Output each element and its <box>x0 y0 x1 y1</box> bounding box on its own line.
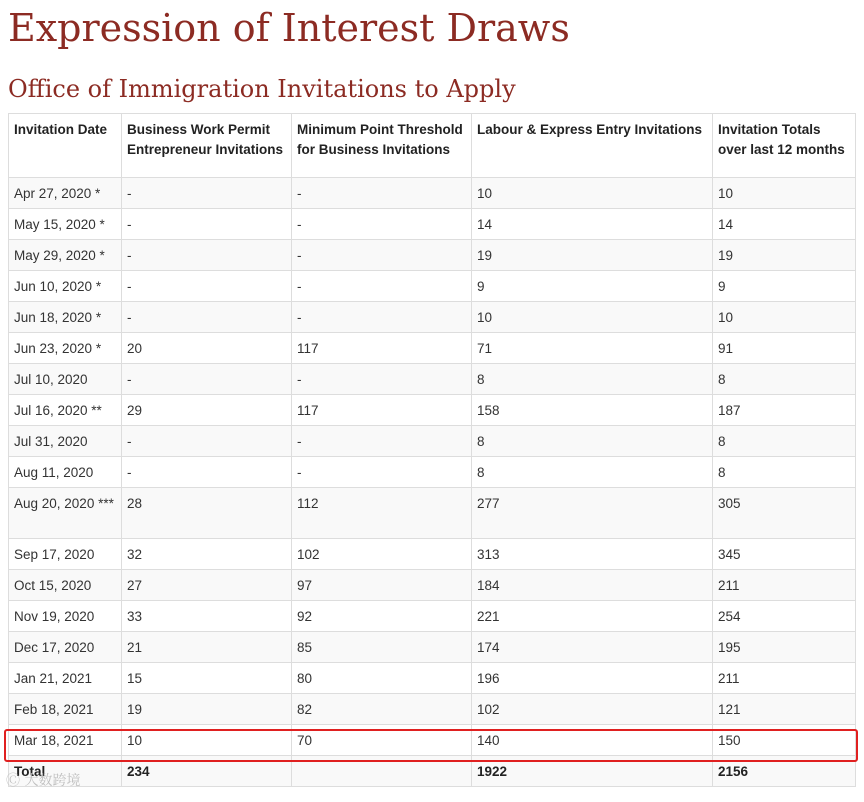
page-title: Expression of Interest Draws <box>8 6 570 50</box>
cell-totals: 211 <box>713 663 856 694</box>
cell-labour-express: 158 <box>472 395 713 426</box>
cell-date: Jun 23, 2020 * <box>9 333 122 364</box>
cell-totals: 10 <box>713 178 856 209</box>
table-row <box>9 632 856 663</box>
cell-business-invitations: - <box>122 209 292 240</box>
table-row <box>9 694 856 725</box>
cell-labour-express: 221 <box>472 601 713 632</box>
cell-min-points: - <box>292 426 472 457</box>
cell-min-points: 80 <box>292 663 472 694</box>
cell-date: Sep 17, 2020 <box>9 539 122 570</box>
total-min-points <box>292 756 472 787</box>
cell-date: Apr 27, 2020 * <box>9 178 122 209</box>
cell-date: Jul 31, 2020 <box>9 426 122 457</box>
header-invitation-date: Invitation Date <box>9 114 122 178</box>
cell-business-invitations: 32 <box>122 539 292 570</box>
cell-totals: 211 <box>713 570 856 601</box>
cell-labour-express: 71 <box>472 333 713 364</box>
watermark: Ⓒ 大数跨境 <box>6 773 81 789</box>
cell-totals: 8 <box>713 364 856 395</box>
cell-business-invitations: 27 <box>122 570 292 601</box>
cell-labour-express: 102 <box>472 694 713 725</box>
table-header-row <box>9 114 856 178</box>
cell-business-invitations: - <box>122 426 292 457</box>
table-row <box>9 240 856 271</box>
cell-min-points: - <box>292 457 472 488</box>
cell-labour-express: 8 <box>472 426 713 457</box>
cell-labour-express: 277 <box>472 488 713 539</box>
cell-min-points: - <box>292 209 472 240</box>
cell-labour-express: 313 <box>472 539 713 570</box>
table-row <box>9 457 856 488</box>
cell-min-points: - <box>292 178 472 209</box>
cell-totals: 8 <box>713 426 856 457</box>
cell-totals: 91 <box>713 333 856 364</box>
cell-business-invitations: 28 <box>122 488 292 539</box>
cell-business-invitations: 29 <box>122 395 292 426</box>
cell-date: Jul 16, 2020 ** <box>9 395 122 426</box>
total-date: Total <box>9 756 122 787</box>
cell-date: Aug 20, 2020 *** <box>9 488 122 539</box>
cell-min-points: - <box>292 364 472 395</box>
table-row <box>9 209 856 240</box>
cell-date: Dec 17, 2020 <box>9 632 122 663</box>
cell-date: May 15, 2020 * <box>9 209 122 240</box>
table-total-row <box>9 756 856 787</box>
cell-date: Jun 10, 2020 * <box>9 271 122 302</box>
cell-business-invitations: - <box>122 271 292 302</box>
cell-date: Mar 18, 2021 <box>9 725 122 756</box>
total-totals: 2156 <box>713 756 856 787</box>
cell-labour-express: 8 <box>472 457 713 488</box>
cell-business-invitations: 33 <box>122 601 292 632</box>
cell-business-invitations: 10 <box>122 725 292 756</box>
cell-totals: 8 <box>713 457 856 488</box>
cell-totals: 305 <box>713 488 856 539</box>
cell-min-points: - <box>292 302 472 333</box>
cell-date: Jul 10, 2020 <box>9 364 122 395</box>
cell-labour-express: 8 <box>472 364 713 395</box>
cell-min-points: 112 <box>292 488 472 539</box>
cell-date: Nov 19, 2020 <box>9 601 122 632</box>
cell-labour-express: 184 <box>472 570 713 601</box>
table-row <box>9 663 856 694</box>
cell-min-points: 117 <box>292 395 472 426</box>
table-row <box>9 178 856 209</box>
cell-labour-express: 19 <box>472 240 713 271</box>
cell-min-points: 85 <box>292 632 472 663</box>
cell-totals: 150 <box>713 725 856 756</box>
table-row <box>9 426 856 457</box>
cell-business-invitations: - <box>122 364 292 395</box>
header-business-invitations: Business Work Permit Entrepreneur Invitations <box>122 114 292 178</box>
table-row <box>9 271 856 302</box>
cell-labour-express: 10 <box>472 302 713 333</box>
cell-labour-express: 9 <box>472 271 713 302</box>
cell-labour-express: 14 <box>472 209 713 240</box>
cell-totals: 254 <box>713 601 856 632</box>
table-row <box>9 364 856 395</box>
cell-min-points: 92 <box>292 601 472 632</box>
cell-business-invitations: - <box>122 302 292 333</box>
cell-business-invitations: 20 <box>122 333 292 364</box>
cell-business-invitations: 15 <box>122 663 292 694</box>
table-row <box>9 570 856 601</box>
cell-min-points: 70 <box>292 725 472 756</box>
cell-date: May 29, 2020 * <box>9 240 122 271</box>
cell-business-invitations: - <box>122 178 292 209</box>
table-row <box>9 725 856 756</box>
total-business-invitations: 234 <box>122 756 292 787</box>
cell-labour-express: 196 <box>472 663 713 694</box>
cell-business-invitations: - <box>122 240 292 271</box>
cell-totals: 9 <box>713 271 856 302</box>
cell-totals: 187 <box>713 395 856 426</box>
cell-totals: 345 <box>713 539 856 570</box>
cell-date: Feb 18, 2021 <box>9 694 122 725</box>
cell-date: Oct 15, 2020 <box>9 570 122 601</box>
table-row <box>9 539 856 570</box>
cell-date: Jan 21, 2021 <box>9 663 122 694</box>
cell-min-points: 117 <box>292 333 472 364</box>
cell-totals: 121 <box>713 694 856 725</box>
header-labour-express-entry: Labour & Express Entry Invitations <box>472 114 713 178</box>
invitations-table <box>8 113 856 787</box>
cell-totals: 14 <box>713 209 856 240</box>
cell-business-invitations: - <box>122 457 292 488</box>
cell-business-invitations: 19 <box>122 694 292 725</box>
watermark-logo-icon: Ⓒ <box>6 773 20 789</box>
table-row <box>9 333 856 364</box>
cell-totals: 195 <box>713 632 856 663</box>
cell-date: Jun 18, 2020 * <box>9 302 122 333</box>
cell-labour-express: 140 <box>472 725 713 756</box>
cell-min-points: - <box>292 271 472 302</box>
table-row <box>9 302 856 333</box>
cell-business-invitations: 21 <box>122 632 292 663</box>
cell-min-points: 82 <box>292 694 472 725</box>
table-row <box>9 395 856 426</box>
table-row <box>9 601 856 632</box>
cell-labour-express: 174 <box>472 632 713 663</box>
page-subtitle: Office of Immigration Invitations to Apply <box>8 75 516 103</box>
header-invitation-totals: Invitation Totals over last 12 months <box>713 114 856 178</box>
total-labour-express: 1922 <box>472 756 713 787</box>
cell-min-points: 102 <box>292 539 472 570</box>
cell-totals: 10 <box>713 302 856 333</box>
cell-min-points: - <box>292 240 472 271</box>
table-row <box>9 488 856 539</box>
cell-min-points: 97 <box>292 570 472 601</box>
cell-labour-express: 10 <box>472 178 713 209</box>
header-minimum-point-threshold: Minimum Point Threshold for Business Invitations <box>292 114 472 178</box>
cell-date: Aug 11, 2020 <box>9 457 122 488</box>
cell-totals: 19 <box>713 240 856 271</box>
